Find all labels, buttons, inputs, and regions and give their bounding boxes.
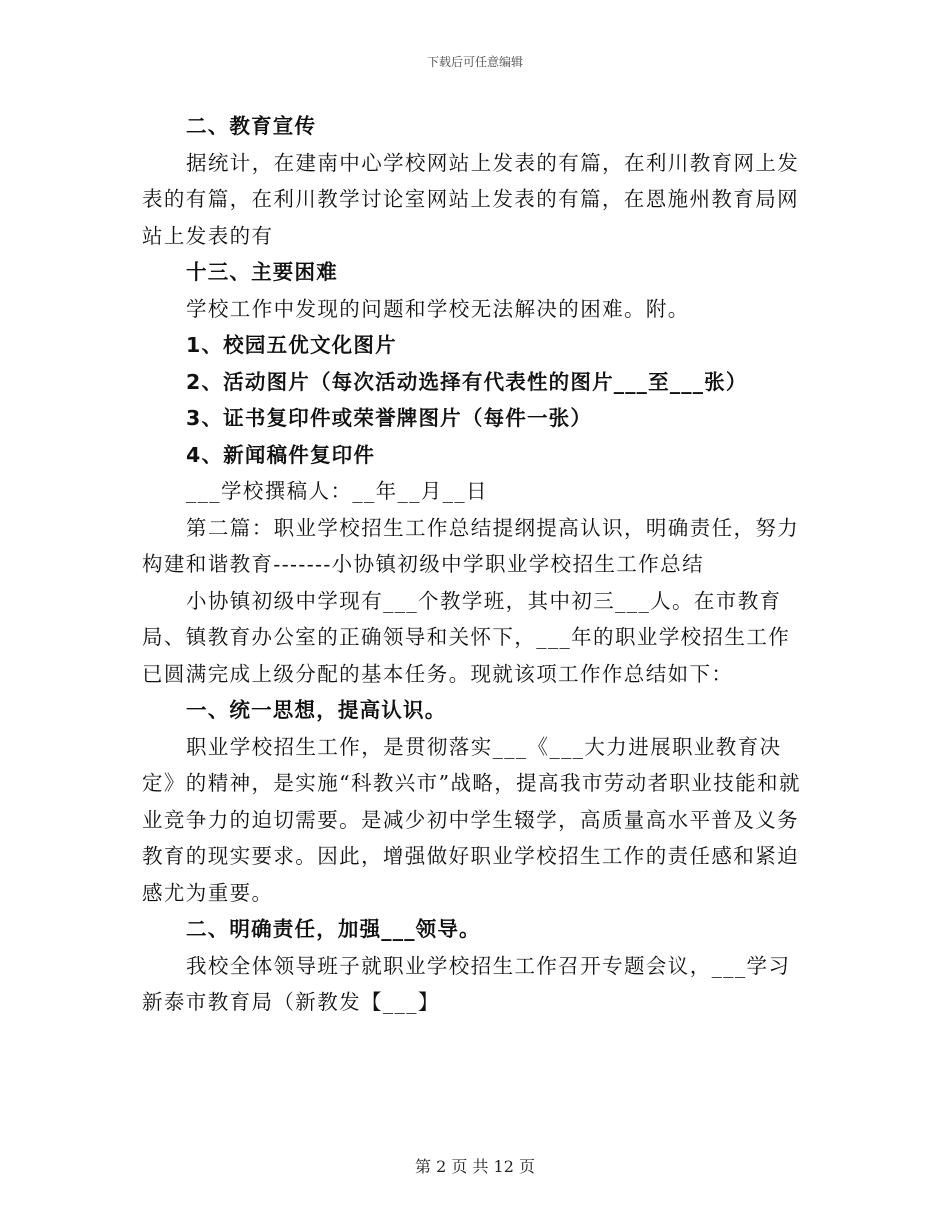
paragraph-statistics: 据统计，在建南中心学校网站上发表的有篇，在利川教育网上发表的有篇，在利川教学讨论室网站上发表的有篇，在恩施州教育局网站上发表的有 (142, 150, 800, 248)
section-heading-main-difficulties: 十三、主要困难 (186, 260, 338, 284)
second-article-title: 第二篇：职业学校招生工作总结提纲提高认识，明确责任，努力构建和谐教育-------小协镇初级中学职业学校招生工作总结 (142, 515, 800, 576)
document-body (142, 108, 807, 1021)
attachment-item-2: 2、活动图片（每次活动选择有代表性的图片___至___张） (186, 369, 748, 394)
attachment-item-1: 1、校园五优文化图片 (186, 333, 397, 357)
attachment-item-4: 4、新闻稿件复印件 (186, 442, 376, 467)
page-number: 第 2 页 共 12 页 (415, 1157, 535, 1176)
section-heading-clarify-responsibility: 二、明确责任，加强___领导。 (186, 917, 481, 941)
attachment-item-3: 3、证书复印件或荣誉牌图片（每件一张） (186, 406, 593, 430)
section-heading-education-publicity: 二、教育宣传 (186, 114, 317, 138)
author-date-line: ___学校撰稿人：__年__月__日 (186, 479, 488, 503)
paragraph-difficulties: 学校工作中发现的问题和学校无法解决的困难。附。 (186, 296, 690, 321)
header-note: 下载后可任意编辑 (426, 55, 523, 69)
paragraph-leadership-meeting: 我校全体领导班子就职业学校招生工作召开专题会议，___学习新泰市教育局（新教发【___】 (142, 953, 791, 1014)
paragraph-recruitment-significance: 职业学校招生工作，是贯彻落实___《___大力进展职业教育决定》的精神，是实施“科教兴市”战略，提高我市劳动者职业技能和就业竞争力的迫切需要。是减少初中学生辍学，高质量高水平普及义务教育的现实要求。因此，增强做好职业学校招生工作的责任感和紧迫感尤为重要。 (142, 734, 801, 905)
paragraph-intro: 小协镇初级中学现有___个教学班，其中初三___人。在市教育局、镇教育办公室的正确领导和关怀下，___年的职业学校招生工作已圆满完成上级分配的基本任务。现就该项工作作总结如下： (142, 588, 791, 686)
section-heading-unify-thinking: 一、统一思想，提高认识。 (186, 698, 447, 722)
